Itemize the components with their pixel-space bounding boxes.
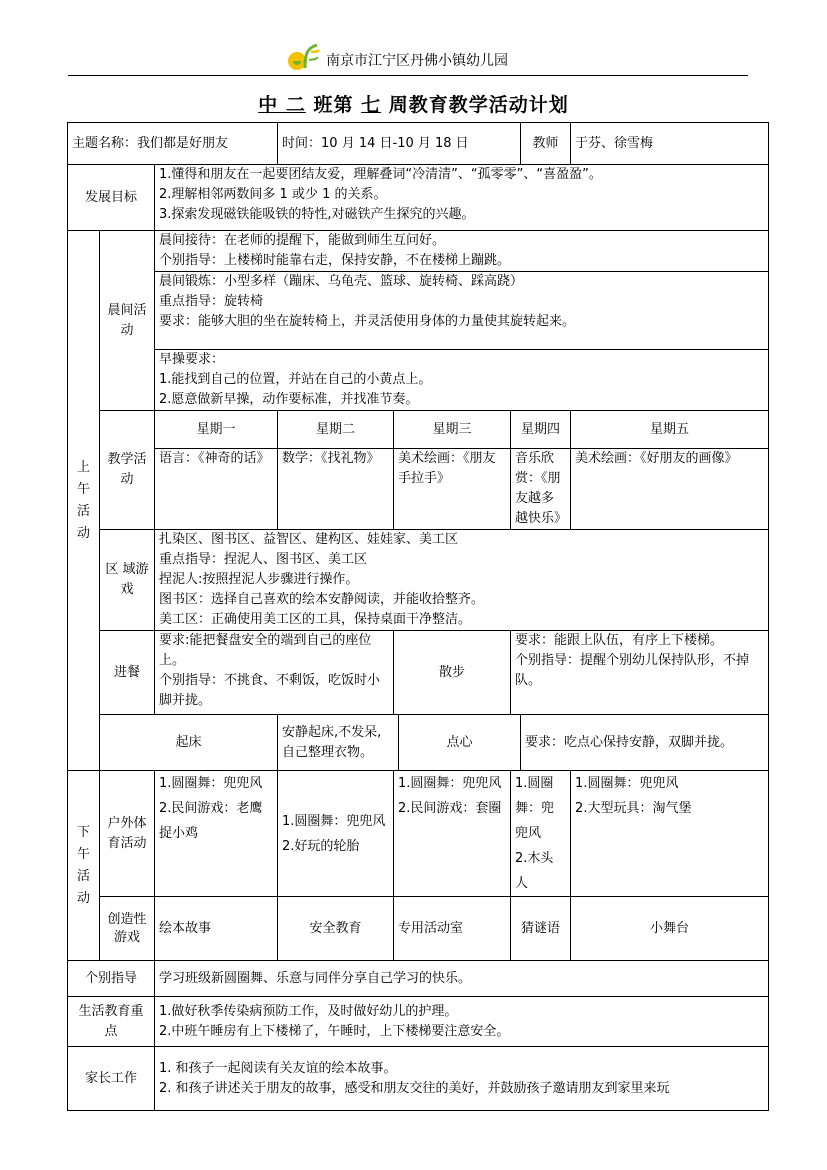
goals-cell: [155, 165, 769, 231]
reception-cell: [155, 231, 769, 272]
reception-row: [68, 231, 769, 272]
area-line: 美工区：正确使用美工区的工具，保持桌面干净整洁。: [159, 612, 472, 627]
time-cell: 时间：10 月 14 日-10 月 18 日: [278, 123, 521, 165]
teaching-mon: 语言：《神奇的话》: [155, 449, 278, 530]
outdoor-line: 2.木头人: [515, 851, 554, 891]
area-line: 捏泥人:按照捏泥人步骤进行操作。: [159, 572, 359, 587]
walk-line: 个别指导：提醒个别幼儿保持队形，不掉队。: [515, 653, 750, 688]
meal-label: 进餐: [100, 631, 155, 715]
weekday-header-row: [68, 411, 769, 449]
weekday-thu: 星期四: [511, 411, 571, 449]
life-row: [68, 997, 769, 1047]
theme-cell: 主题名称：我们都是好朋友: [68, 123, 278, 165]
outdoor-row: [68, 771, 769, 897]
goal-item: 2.理解相邻两数间多 1 或少 1 的关系。: [159, 187, 387, 202]
outdoor-line: 1.圆圈舞：兜兜风: [398, 776, 502, 791]
area-line: 重点指导：捏泥人、图书区、美工区: [159, 552, 368, 567]
outdoor-line: 1.圆圈舞：兜兜风: [159, 776, 263, 791]
exercise-cell: [155, 272, 769, 350]
teaching-fri: 美术绘画：《好朋友的画像》: [571, 449, 769, 530]
life-line: 1.做好秋季传染病预防工作，及时做好幼儿的护理。: [159, 1003, 458, 1019]
teaching-row: [68, 449, 769, 530]
page-header: [0, 36, 827, 76]
school-name: 南京市江宁区丹佛小镇幼儿园: [326, 53, 508, 69]
goal-item: 3.探索发现磁铁能吸铁的特性,对磁铁产生探究的兴趣。: [159, 207, 475, 222]
parent-line: 1. 和孩子一起阅读有关友谊的绘本故事。: [159, 1060, 397, 1076]
morning-exercise-line: 早操要求：: [159, 352, 225, 367]
creative-row: [68, 897, 769, 961]
header-divider: [68, 75, 748, 76]
outdoor-line: 2.民间游戏：老鹰捉小鸡: [159, 801, 263, 841]
morning-label: 上午活动: [68, 231, 100, 771]
exercise-line: 要求：能够大胆的坐在旋转椅上，并灵活使用身体的力量使其旋转起来。: [159, 314, 576, 329]
goal-item: 1.懂得和朋友在一起要团结友爱，理解叠词“冷清清”、“孤零零”、“喜盈盈”。: [159, 167, 602, 182]
guidance-label: 个别指导: [68, 961, 155, 997]
morning-activity-label: 晨间活动: [100, 231, 155, 411]
snack-label: 点心: [399, 715, 521, 771]
life-line: 2.中班午睡房有上下楼梯了，午睡时，上下楼梯要注意安全。: [159, 1023, 510, 1039]
morning-exercise-row: [68, 350, 769, 411]
outdoor-thu: [511, 771, 571, 897]
walk-label: 散步: [394, 631, 511, 715]
walk-line: 要求：能跟上队伍，有序上下楼梯。: [515, 633, 724, 648]
class-name: 中 二: [258, 94, 306, 116]
outdoor-line: 2.民间游戏：套圈: [398, 801, 502, 816]
area-cell: [155, 530, 769, 631]
weekday-fri: 星期五: [571, 411, 769, 449]
week-number: 七: [361, 94, 382, 116]
life-label: 生活教育重 点: [68, 997, 155, 1047]
area-row: [68, 530, 769, 631]
parent-cell: [155, 1047, 769, 1111]
teaching-tue: 数学：《找礼物》: [278, 449, 394, 530]
creative-wed: 专用活动室: [394, 897, 511, 961]
exercise-line: 重点指导：旋转椅: [159, 294, 264, 309]
area-line: 图书区：选择自己喜欢的绘本安静阅读，并能收拾整齐。: [159, 592, 485, 607]
teaching-label: 教学活动: [100, 411, 155, 530]
morning-exercise-cell: [155, 350, 769, 411]
teaching-thu: 音乐欣赏：《朋友越多越快乐》: [511, 449, 571, 530]
page-title: [0, 90, 827, 117]
weekly-plan-table: [67, 122, 769, 1111]
meal-line: 要求:能把餐盘安全的端到自己的座位上。: [159, 633, 372, 668]
guidance-cell: 学习班级新圆圈舞、乐意与同伴分享自己学习的快乐。: [155, 961, 769, 997]
exercise-line: 晨间锻炼：小型多样（蹦床、乌龟壳、篮球、旋转椅、踩高跷）: [159, 274, 524, 289]
wake-label: 起床: [100, 715, 278, 771]
weekday-mon: 星期一: [155, 411, 278, 449]
wake-cell: 安静起床,不发呆,自己整理衣物。: [278, 715, 399, 771]
creative-fri: 小舞台: [571, 897, 769, 961]
outdoor-line: 1.圆圈舞：兜兜风: [575, 776, 679, 791]
walk-cell: [511, 631, 769, 715]
creative-label: 创造性游戏: [100, 897, 155, 961]
outdoor-tue: [278, 771, 394, 897]
outdoor-fri: [571, 771, 769, 897]
morning-exercise-line: 1.能找到自己的位置，并站在自己的小黄点上。: [159, 372, 432, 387]
parent-label: 家长工作: [68, 1047, 155, 1111]
morning-exercise-line: 2.愿意做新早操，动作要标准，并找准节奏。: [159, 392, 419, 407]
afternoon-label: 下午活动: [68, 771, 100, 961]
teacher-names: 于芬、徐雪梅: [571, 123, 769, 165]
creative-mon: 绘本故事: [155, 897, 278, 961]
reception-line: 个别指导：上楼梯时能靠右走，保持安静，不在楼梯上蹦跳。: [159, 253, 511, 268]
creative-thu: 猜谜语: [511, 897, 571, 961]
weekday-wed: 星期三: [394, 411, 511, 449]
teaching-wed: 美术绘画：《朋友手拉手》: [394, 449, 511, 530]
teacher-label: 教师: [521, 123, 571, 165]
outdoor-line: 2.好玩的轮胎: [282, 838, 360, 854]
school-logo-icon: [287, 42, 321, 72]
info-row: [68, 123, 769, 165]
goals-row: [68, 165, 769, 231]
exercise-row: [68, 272, 769, 350]
meal-cell: [155, 631, 394, 715]
title-mid: 班第: [305, 94, 362, 116]
outdoor-label: 户外体育活动: [100, 771, 155, 897]
outdoor-wed: [394, 771, 511, 897]
title-tail: 周教育教学活动计划: [381, 94, 569, 116]
goals-label: 发展目标: [68, 165, 155, 231]
weekday-tue: 星期二: [278, 411, 394, 449]
life-cell: [155, 997, 769, 1047]
outdoor-line: 1.圆圈舞：兜兜风: [515, 776, 555, 841]
wake-row: [68, 715, 769, 771]
outdoor-mon: [155, 771, 278, 897]
reception-line: 晨间接待：在老师的提醒下，能做到师生互问好。: [159, 233, 446, 248]
snack-cell: 要求：吃点心保持安静，双脚并拢。: [521, 715, 769, 771]
meal-row: [68, 631, 769, 715]
parent-row: [68, 1047, 769, 1111]
area-label: 区 域游戏: [100, 530, 155, 631]
parent-line: 2. 和孩子讲述关于朋友的故事，感受和朋友交往的美好，并鼓励孩子邀请朋友到家里来玩: [159, 1080, 670, 1096]
area-line: 扎染区、图书区、益智区、建构区、娃娃家、美工区: [159, 532, 459, 547]
guidance-row: [68, 961, 769, 997]
creative-tue: 安全教育: [278, 897, 394, 961]
outdoor-line: 2.大型玩具：淘气堡: [575, 801, 692, 816]
meal-line: 个别指导：不挑食、不剩饭，吃饭时小脚并拢。: [159, 673, 381, 708]
outdoor-line: 1.圆圈舞：兜兜风: [282, 813, 386, 829]
